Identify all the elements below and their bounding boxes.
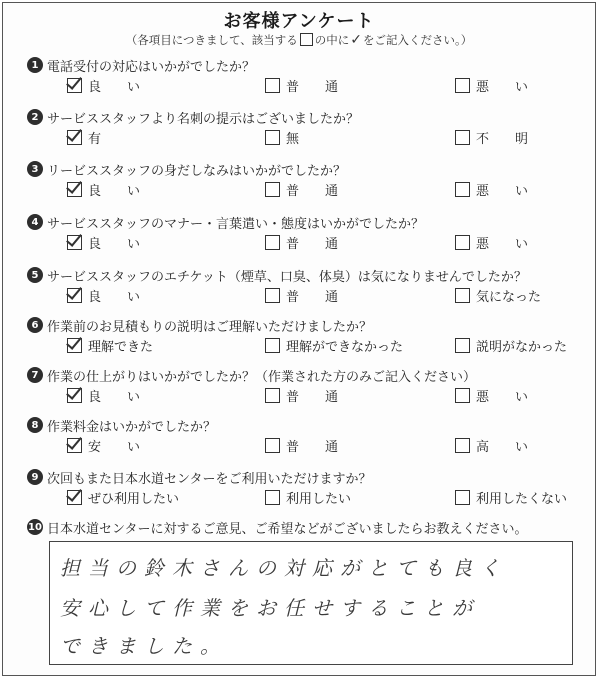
empty-checkbox-icon[interactable] (265, 338, 280, 353)
answer-option[interactable] (67, 436, 140, 455)
checked-checkbox-icon[interactable] (67, 338, 82, 353)
answer-option-label: 説明がなかった (476, 340, 568, 355)
question-1-line (27, 55, 587, 75)
empty-checkbox-icon[interactable] (265, 490, 280, 505)
question-9-line (27, 467, 587, 487)
answer-option[interactable] (67, 76, 140, 95)
answer-option[interactable] (455, 180, 528, 199)
answer-option-label: 良 い (88, 290, 141, 305)
question-number-badge: 5 (27, 267, 43, 283)
answer-option[interactable] (455, 386, 528, 405)
checked-checkbox-icon[interactable] (67, 182, 82, 197)
answer-option[interactable] (67, 286, 140, 305)
answer-option-label: 悪 い (476, 390, 529, 405)
answer-option[interactable] (67, 488, 179, 507)
empty-checkbox-icon[interactable] (455, 288, 470, 303)
answer-option-label: 良 い (88, 184, 141, 199)
question-number-badge: 4 (27, 214, 43, 230)
answer-option[interactable] (265, 286, 338, 305)
question-number-badge: 9 (27, 469, 43, 485)
answer-option[interactable] (67, 180, 140, 199)
question-text: 作業前のお見積もりの説明はご理解いただけましたか？ (47, 319, 373, 335)
answer-option[interactable] (455, 436, 528, 455)
empty-checkbox-icon[interactable] (265, 388, 280, 403)
question-text: サービススタッフのマナー・言葉遣い・態度はいかがでしたか？ (47, 216, 425, 232)
checked-checkbox-icon[interactable] (67, 130, 82, 145)
option-row (27, 435, 587, 457)
empty-checkbox-icon[interactable] (265, 235, 280, 250)
question-4-line (27, 212, 587, 232)
answer-option[interactable] (67, 386, 140, 405)
question-10 (27, 517, 587, 537)
question-text: 作業の仕上がりはいかがでしたか？（作業された方のみご記入ください） (47, 369, 477, 385)
answer-option-label: 無 (286, 132, 300, 147)
answer-option[interactable] (67, 128, 101, 147)
empty-checkbox-icon[interactable] (455, 78, 470, 93)
answer-option-label: 普 通 (286, 184, 339, 199)
question-7-line (27, 365, 587, 385)
option-row (27, 335, 587, 357)
empty-checkbox-icon[interactable] (265, 130, 280, 145)
comment-box[interactable] (49, 541, 573, 665)
answer-option[interactable] (265, 488, 351, 507)
answer-option[interactable] (455, 233, 528, 252)
empty-checkbox-icon[interactable] (265, 78, 280, 93)
question-5 (27, 265, 587, 307)
empty-checkbox-icon[interactable] (455, 490, 470, 505)
answer-option[interactable] (265, 436, 338, 455)
question-text: 日本水道センターに対するご意見、ご希望などがございましたらお教えください。 (47, 521, 528, 537)
question-3-line (27, 159, 587, 179)
answer-option-label: 不 明 (476, 132, 529, 147)
comment-line-1: 担当の鈴木さんの対応がとても良く (60, 556, 508, 580)
answer-option[interactable] (455, 336, 567, 355)
answer-option[interactable] (265, 76, 338, 95)
question-8 (27, 415, 587, 457)
answer-option-label: 普 通 (286, 237, 339, 252)
option-row (27, 385, 587, 407)
answer-option-label: 普 通 (286, 80, 339, 95)
question-1 (27, 55, 587, 97)
answer-option[interactable] (455, 76, 528, 95)
question-10-line (27, 517, 587, 537)
question-6 (27, 315, 587, 357)
answer-option[interactable] (265, 336, 403, 355)
answer-option-label: 悪 い (476, 184, 529, 199)
question-2 (27, 107, 587, 149)
question-text: 作業料金はいかがでしたか？ (47, 419, 217, 435)
answer-option-label: 悪 い (476, 237, 529, 252)
empty-checkbox-icon[interactable] (265, 438, 280, 453)
answer-option-label: 高 い (476, 440, 529, 455)
option-row (27, 179, 587, 201)
option-row (27, 232, 587, 254)
answer-option[interactable] (455, 128, 528, 147)
answer-option-label: 普 通 (286, 440, 339, 455)
answer-option-label: 悪 い (476, 80, 529, 95)
checked-checkbox-icon[interactable] (67, 388, 82, 403)
question-number-badge: 3 (27, 161, 43, 177)
answer-option-label: 理解できた (88, 340, 154, 355)
answer-option-label: 有 (88, 132, 102, 147)
instruction-text-middle: の中に (314, 33, 350, 47)
answer-option[interactable] (455, 286, 541, 305)
empty-checkbox-icon[interactable] (265, 288, 280, 303)
question-8-line (27, 415, 587, 435)
answer-option-label: 良 い (88, 80, 141, 95)
question-text: リービススタッフの身だしなみはいかがでしたか？ (47, 163, 347, 179)
empty-checkbox-icon (300, 33, 313, 46)
checked-checkbox-icon[interactable] (67, 78, 82, 93)
answer-option[interactable] (265, 128, 299, 147)
empty-checkbox-icon[interactable] (455, 388, 470, 403)
page-title: お客様アンケート (223, 11, 375, 32)
answer-option[interactable] (265, 180, 338, 199)
question-3 (27, 159, 587, 201)
answer-option-label: 利用したくない (476, 492, 568, 507)
answer-option-label: 利用したい (286, 492, 352, 507)
question-7 (27, 365, 587, 407)
question-number-badge: 2 (27, 109, 43, 125)
answer-option-label: 普 通 (286, 390, 339, 405)
instruction-text-after: をご記入ください。） (363, 33, 473, 47)
answer-option-label: 良 い (88, 390, 141, 405)
question-4 (27, 212, 587, 254)
checked-checkbox-icon[interactable] (67, 490, 82, 505)
option-row (27, 127, 587, 149)
question-number-badge: 6 (27, 317, 43, 333)
empty-checkbox-icon[interactable] (265, 182, 280, 197)
question-5-line (27, 265, 587, 285)
question-2-line (27, 107, 587, 127)
option-row (27, 285, 587, 307)
comment-line-3: できました。 (60, 634, 228, 658)
answer-option-label: 良 い (88, 237, 141, 252)
answer-option[interactable] (455, 488, 567, 507)
empty-checkbox-icon[interactable] (455, 338, 470, 353)
instruction-line (3, 32, 595, 48)
answer-option-label: 安 い (88, 440, 141, 455)
option-row (27, 75, 587, 97)
empty-checkbox-icon[interactable] (455, 438, 470, 453)
answer-option-label: 普 通 (286, 290, 339, 305)
checked-checkbox-icon[interactable] (67, 288, 82, 303)
question-number-badge: 10 (27, 519, 43, 535)
answer-option[interactable] (265, 386, 338, 405)
question-number-badge: 7 (27, 367, 43, 383)
checked-checkbox-icon[interactable] (67, 438, 82, 453)
question-text: サービススタッフより名刺の提示はございましたか？ (47, 111, 360, 127)
checked-checkbox-icon[interactable] (67, 235, 82, 250)
answer-option[interactable] (265, 233, 338, 252)
answer-option-label: 気になった (476, 290, 542, 305)
empty-checkbox-icon[interactable] (455, 182, 470, 197)
question-text: サービススタッフのエチケット（煙草、口臭、体臭）は気になりませんでしたか？ (47, 269, 527, 285)
instruction-text-before: （各項目につきまして、該当する (125, 33, 298, 47)
question-9 (27, 467, 587, 509)
question-6-line (27, 315, 587, 335)
answer-option-label: 理解ができなかった (286, 340, 404, 355)
empty-checkbox-icon[interactable] (455, 235, 470, 250)
question-number-badge: 1 (27, 57, 43, 73)
survey-sheet (2, 2, 596, 676)
question-text: 電話受付の対応はいかがでしたか？ (47, 59, 256, 75)
option-row (27, 487, 587, 509)
answer-option-label: ぜひ利用したい (88, 492, 180, 507)
question-number-badge: 8 (27, 417, 43, 433)
answer-option[interactable] (67, 233, 140, 252)
question-text: 次回もまた日本水道センターをご利用いただけますか？ (47, 471, 372, 487)
check-mark-icon: ✓ (350, 32, 363, 48)
answer-option[interactable] (67, 336, 153, 355)
comment-line-2: 安心して作業をお任せすることが (60, 596, 480, 620)
empty-checkbox-icon[interactable] (455, 130, 470, 145)
